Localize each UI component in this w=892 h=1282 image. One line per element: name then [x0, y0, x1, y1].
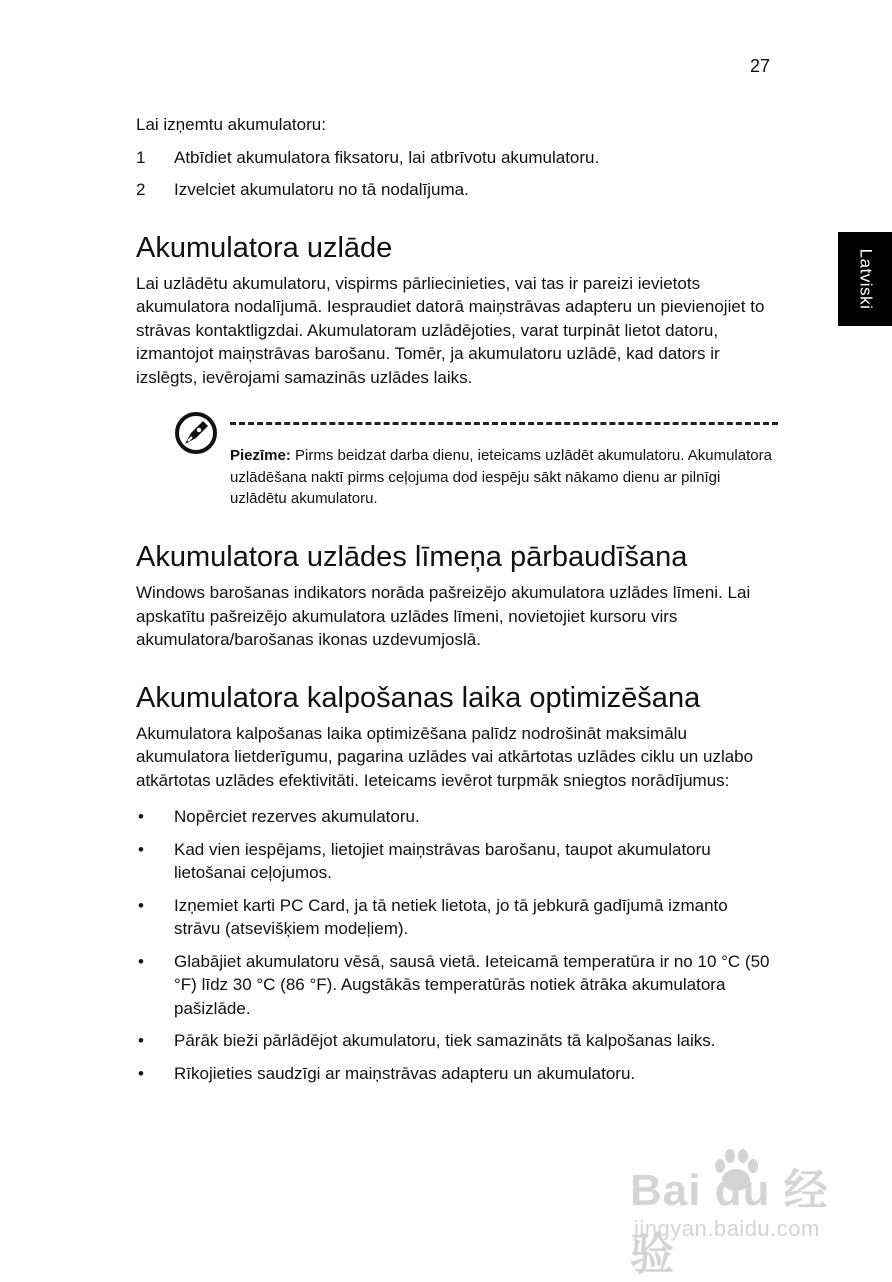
bullet-marker: •	[138, 1063, 144, 1083]
note-label: Piezīme:	[230, 447, 291, 464]
list-item	[136, 838, 778, 885]
list-item	[136, 146, 778, 170]
optimize-bullets	[136, 805, 778, 1085]
list-item	[136, 178, 778, 202]
list-item	[136, 1062, 778, 1086]
charging-heading: Akumulatora uzlāde	[136, 231, 393, 264]
bullet-marker: •	[138, 807, 144, 826]
bullet-text: Glabājiet akumulatoru vēsā, sausā vietā. Ieteicamā temperatūra ir no 10 °C (50 °F) līdz 30 °C (86 °F). Augstākās temperatūrās notiek ātrāka akumulatora pašizlāde.	[174, 951, 770, 1018]
bullet-marker: •	[138, 1031, 144, 1050]
note-body: Pirms beidzat darba dienu, ieteicams uzlādēt akumulatoru. Akumulatora uzlādēšana naktī pirms ceļojuma dod iespēju sākt nākamo dienu ar pilnīgi uzlādētu akumulatoru.	[230, 447, 772, 507]
list-item	[136, 894, 778, 941]
note-box	[136, 411, 778, 511]
bullet-text: Nopērciet rezerves akumulatoru.	[174, 807, 420, 826]
bullet-text: Izņemiet karti PC Card, ja tā netiek lietota, jo tā jebkurā gadījumā izmanto strāvu (atsevišķiem modeļiem).	[174, 895, 728, 938]
list-item	[136, 950, 778, 1021]
bullet-text: Kad vien iespējams, lietojiet maiņstrāvas barošanu, taupot akumulatoru lietošanai ceļojumos.	[174, 839, 711, 882]
watermark-url: jingyan.baidu.com	[634, 1216, 820, 1241]
bullet-marker: •	[138, 895, 144, 915]
list-item	[136, 1029, 778, 1053]
step-text: Atbīdiet akumulatora fiksatoru, lai atbrīvotu akumulatoru.	[174, 147, 600, 167]
level-heading: Akumulatora uzlādes līmeņa pārbaudīšana	[136, 541, 688, 573]
step-number: 1	[136, 147, 146, 167]
page-content	[136, 113, 778, 1094]
language-side-tab	[838, 232, 892, 326]
remove-intro: Lai izņemtu akumulatoru:	[136, 115, 326, 134]
watermark-logo-text: Bai du 经验	[630, 1166, 829, 1279]
note-text	[230, 445, 778, 510]
baidu-watermark	[630, 1140, 860, 1279]
bullet-marker: •	[138, 951, 144, 971]
remove-steps	[136, 146, 778, 202]
page-number: 27	[750, 56, 771, 76]
optimize-body: Akumulatora kalpošanas laika optimizēšana palīdz nodrošināt maksimālu akumulatora lietderīgumu, pagarina uzlādes vai atkārtotas uzlādes ciklu un uzlabo atkārtotas uzlādes efektivitāti. Ieteicams ievērot turpmāk sniegtos norādījumus:	[136, 723, 754, 790]
optimize-heading: Akumulatora kalpošanas laika optimizēšana	[136, 681, 701, 714]
step-number: 2	[136, 180, 146, 199]
level-body: Windows barošanas indikators norāda pašreizējo akumulatora uzlādes līmeni. Lai apskatītu pašreizējo akumulatora uzlādes līmeni, novietojiet kursoru virs akumulatora/barošanas ikonas uzdevumjoslā.	[136, 583, 751, 649]
charging-body: Lai uzlādētu akumulatoru, vispirms pārliecinieties, vai tas ir pareizi ievietots akumulatora nodalījumā. Iespraudiet datorā maiņstrāvas adapteru un pievienojiet to strāvas kontaktligzdai. Akumulatoram uzlādējoties, varat turpināt lietot datoru, izmantojot maiņstrāvas barošanu. Tomēr, ja akumulatoru uzlādē, kad dators ir izslēgts, ievērojami samazinās uzlādes laiks.	[136, 273, 765, 387]
side-tab-label: Latviski	[856, 248, 875, 310]
step-text: Izvelciet akumulatoru no tā nodalījuma.	[174, 180, 469, 199]
note-pen-icon	[174, 411, 218, 455]
bullet-marker: •	[138, 839, 144, 859]
bullet-text: Pārāk bieži pārlādējot akumulatoru, tiek samazināts tā kalpošanas laiks.	[174, 1031, 716, 1050]
note-dashed-rule	[230, 422, 778, 425]
list-item	[136, 805, 778, 829]
bullet-text: Rīkojieties saudzīgi ar maiņstrāvas adapteru un akumulatoru.	[174, 1063, 636, 1083]
